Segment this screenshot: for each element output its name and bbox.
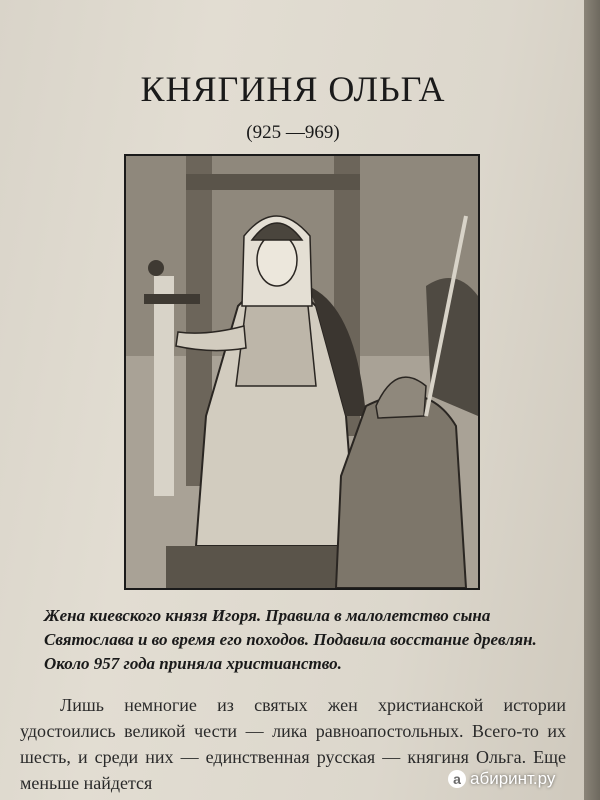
body-paragraph: Лишь немногие из святых жен христианской истории удостоились великой чести — лика равноапостольных. Всего-то их шесть, и среди них — единственная русская — княгиня Ольга. Еще меньше найдется [20, 695, 566, 793]
sword-guard [144, 294, 200, 304]
page-title: КНЯГИНЯ ОЛЬГА [140, 69, 446, 109]
sword-blade [154, 276, 174, 496]
guard-figure [426, 278, 478, 416]
watermark [448, 766, 555, 792]
life-dates: (925 —969) [246, 122, 340, 143]
illustration-caption: Жена киевского князя Игоря. Правила в малолетство сына Святослава и во время его походов. Подавила восстание древлян. Около 957 года приняла христианство. [44, 606, 537, 673]
portrait-drawing [126, 156, 478, 588]
sword-pommel [148, 260, 164, 276]
portrait-illustration [124, 154, 480, 590]
labirint-logo-icon: а [448, 770, 466, 788]
princess-face [257, 234, 297, 286]
book-spine-shadow [584, 0, 600, 800]
watermark-text: абиринт.ру [470, 769, 556, 788]
